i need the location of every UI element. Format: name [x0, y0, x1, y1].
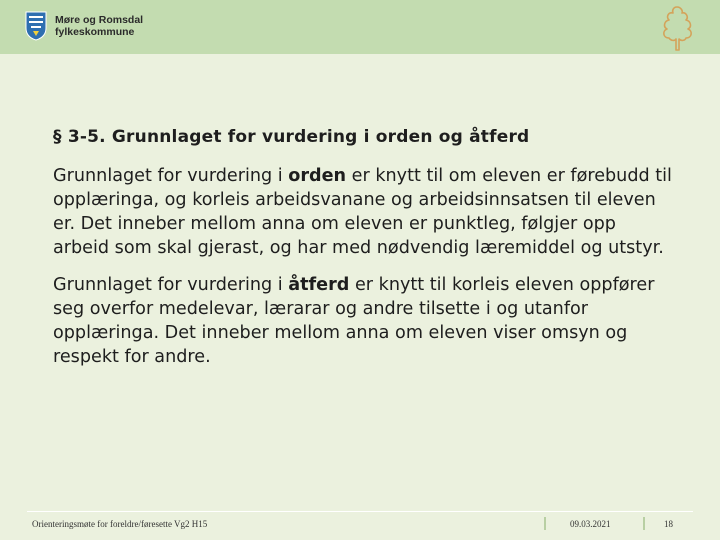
footer-separator	[643, 517, 645, 530]
para1-bold-term: orden	[288, 166, 347, 186]
footer-date: 09.03.2021	[570, 519, 611, 529]
paragraph-orden	[53, 164, 673, 260]
footer-page-number: 18	[664, 519, 673, 529]
county-crest-icon	[25, 11, 47, 41]
para2-bold-term: åtferd	[288, 275, 350, 295]
slide-heading: § 3-5. Grunnlaget for vurdering i orden og åtferd	[53, 127, 530, 147]
logo-line-1: Møre og Romsdal	[55, 14, 144, 26]
county-logo-text	[55, 14, 143, 38]
tree-outline-icon	[655, 4, 699, 52]
footer-divider	[27, 511, 693, 512]
para2-text-before: Grunnlaget for vurdering i	[53, 275, 289, 295]
footer-separator	[544, 517, 546, 530]
para1-text-before: Grunnlaget for vurdering i	[53, 166, 289, 186]
para2-text-after: er knytt til korleis eleven oppfører seg overfor medelevar, lærarar og andre tilsette i og utanfor opplæringa. Det inneber mellom anna om eleven viser omsyn og respekt for andre.	[53, 275, 655, 367]
footer-title: Orienteringsmøte for foreldre/føresette Vg2 H15	[32, 519, 208, 529]
paragraph-atferd	[53, 273, 673, 369]
logo-line-2: fylkeskommune	[55, 26, 135, 38]
para1-text-after: er knytt til om eleven er førebudd til opplæringa, og korleis arbeidsvanane og arbeidsinnsatsen til eleven er. Det inneber mellom anna om eleven er punktleg, følgjer opp arbeid som skal gjerast, og har med nødvendig læremiddel og utstyr.	[53, 166, 672, 258]
slide-content	[53, 126, 673, 382]
